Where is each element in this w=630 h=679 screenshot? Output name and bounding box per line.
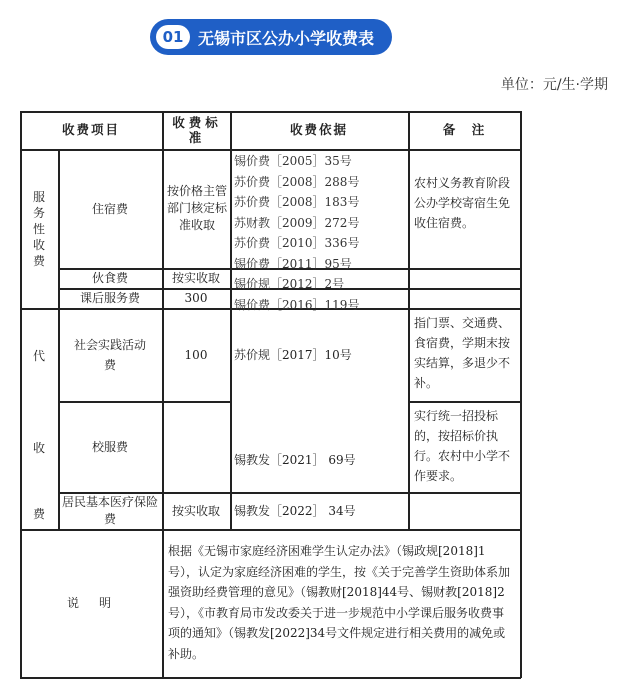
section-number: 01 (156, 25, 190, 49)
lodging-fee-note: 农村义务教育阶段公办学校寄宿生免收住宿费。 (414, 176, 511, 230)
meals-fee-standard: 按实收取 (171, 271, 220, 285)
uniform-fee-note: 实行统一招投标的，按招标价执行。农村中小学不作要求。 (414, 409, 511, 483)
insurance-fee-name: 居民基本医疗保险费 (61, 494, 158, 526)
after-school-fee-name: 课后服务费 (79, 291, 140, 305)
lodging-fee-name: 住宿费 (91, 201, 128, 216)
lodging-fee-basis: 锡价费［2005］35号 苏价费［2008］288号 苏价费［2008］183号 苏财教［2009］272号 苏价费［2010］336号 锡价费［2011］95号 锡价规［2012］2号 锡价费［2016］119号 (234, 154, 360, 312)
header-fee-standard: 收费标准 (172, 115, 222, 145)
explanation-label: 说 明 (66, 596, 115, 610)
uniform-fee-basis: 锡教发［2021］ 69号 (234, 453, 356, 467)
header-fee-item: 收费项目 (61, 122, 120, 137)
uniform-fee-name: 校服费 (91, 439, 128, 454)
section-title: 无锡市区公办小学收费表 (198, 28, 375, 48)
explanation-text: 根据《无锡市家庭经济困难学生认定办法》（锡政规[2018]1号），认定为家庭经济困难的学生，按《关于完善学生资助体系加强资助经费管理的意见》（锡教财[2018]44号、锡财教[2018]2号），《市教育局市发改委关于进一步规范中小学课后服务收费事项的通知》（锡教发[2022]34号文件规定进行相关费用的减免或补助。 (168, 544, 511, 661)
section-title-badge (150, 19, 392, 55)
category-service-fees: 服 务 性 收 费 (32, 189, 45, 268)
meals-fee-name: 伙食费 (91, 271, 128, 285)
header-fee-basis: 收费依据 (289, 122, 348, 137)
category-agency-char-2: 收 (32, 441, 45, 455)
insurance-fee-basis: 锡教发［2022］ 34号 (234, 503, 356, 518)
category-agency-char-1: 代 (32, 349, 45, 363)
unit-label: 单位：元/生·学期 (500, 77, 608, 93)
lodging-fee-standard: 按价格主管部门核定标准收取 (166, 184, 227, 232)
social-practice-fee-basis: 苏价规［2017］10号 (234, 347, 352, 362)
social-practice-fee-standard: 100 (184, 347, 208, 362)
social-practice-fee-name: 社会实践活动费 (73, 337, 146, 372)
insurance-fee-standard: 按实收取 (171, 503, 220, 518)
after-school-fee-standard: 300 (184, 291, 208, 305)
fee-table (20, 111, 521, 678)
social-practice-fee-note: 指门票、交通费、食宿费，学期末按实结算，多退少不补。 (414, 316, 511, 390)
header-note: 备 注 (442, 122, 487, 137)
category-agency-char-3: 费 (32, 507, 45, 521)
